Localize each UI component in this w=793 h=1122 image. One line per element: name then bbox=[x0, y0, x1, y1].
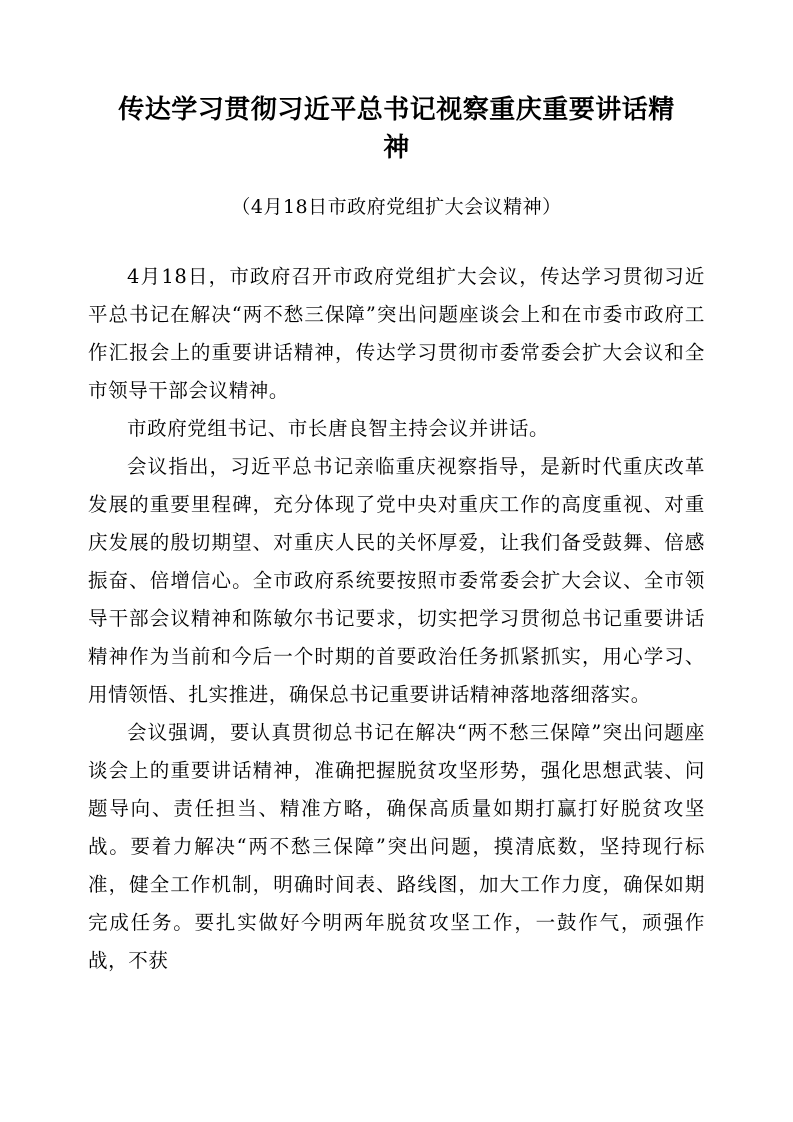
paragraph: 会议强调，要认真贯彻总书记在解决“两不愁三保障”突出问题座谈会上的重要讲话精神，准确把握脱贫攻坚形势，强化思想武装、问题导向、责任担当、精准方略，确保高质量如期打赢打好脱贫攻坚战。要着力解决“两不愁三保障”突出问题，摸清底数，坚持现行标准，健全工作机制，明确时间表、路线图，加大工作力度，确保如期完成任务。要扎实做好今明两年脱贫攻坚工作，一鼓作气，顽强作战，不获 bbox=[88, 721, 705, 973]
page-title: 传达学习贯彻习近平总书记视察重庆重要讲话精神 bbox=[118, 95, 675, 163]
paragraph: 会议指出，习近平总书记亲临重庆视察指导，是新时代重庆改革发展的重要里程碑，充分体现了党中央对重庆工作的高度重视、对重庆发展的殷切期望、对重庆人民的关怀厚爱，让我们备受鼓舞、倍感振奋、倍增信心。全市政府系统要按照市委常委会扩大会议、全市领导干部会议精神和陈敏尔书记要求，切实把学习贯彻总书记重要讲话精神作为当前和今后一个时期的首要政治任务抓紧抓实，用心学习、用情领悟、扎实推进，确保总书记重要讲话精神落地落细落实。 bbox=[88, 454, 705, 707]
paragraph: 市政府党组书记、市长唐良智主持会议并讲话。 bbox=[127, 416, 550, 440]
paragraph: 4月18日，市政府召开市政府党组扩大会议，传达学习贯彻习近平总书记在解决“两不愁三保障”突出问题座谈会上和在市委市政府工作汇报会上的重要讲话精神，传达学习贯彻市委常委会扩大会议和全市领导干部会议精神。 bbox=[88, 264, 705, 402]
document-subtitle: （4月18日市政府党组扩大会议精神） bbox=[231, 196, 562, 219]
document-body bbox=[88, 258, 705, 980]
